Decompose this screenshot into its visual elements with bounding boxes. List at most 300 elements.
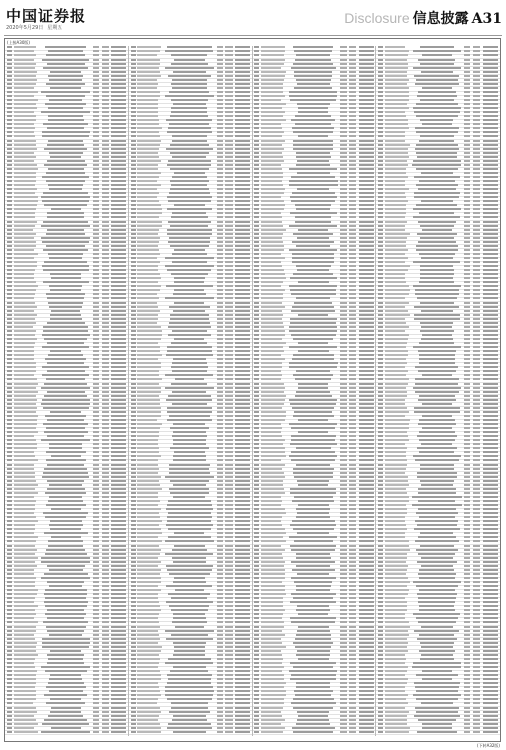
table-cell xyxy=(483,221,498,223)
table-cell xyxy=(349,472,356,474)
table-cell xyxy=(340,237,346,239)
table-cell xyxy=(378,289,383,291)
table-cell xyxy=(217,650,223,652)
table-cell xyxy=(51,310,81,312)
table-cell xyxy=(93,281,99,283)
table-cell xyxy=(171,184,207,186)
table-cell xyxy=(7,524,12,526)
table-cell xyxy=(293,698,334,700)
table-cell xyxy=(48,500,83,502)
table-cell xyxy=(217,87,223,89)
table-cell xyxy=(294,496,333,498)
table-cell xyxy=(385,140,405,142)
table-cell xyxy=(340,613,346,615)
table-cell xyxy=(225,585,232,587)
table-cell xyxy=(349,508,356,510)
table-cell xyxy=(225,306,232,308)
table-cell xyxy=(217,492,223,494)
table-cell xyxy=(47,144,85,146)
table-cell xyxy=(111,662,126,664)
table-cell xyxy=(14,257,34,259)
table-cell xyxy=(102,427,109,429)
table-cell xyxy=(385,508,407,510)
table-cell xyxy=(137,520,161,522)
table-cell xyxy=(261,423,281,425)
table-cell xyxy=(359,334,374,336)
table-cell xyxy=(14,358,34,360)
table-cell xyxy=(340,265,346,267)
table-cell xyxy=(44,601,88,603)
table-cell xyxy=(340,662,346,664)
table-cell xyxy=(359,127,374,129)
table-cell xyxy=(165,690,214,692)
table-cell xyxy=(254,427,259,429)
table-cell xyxy=(261,196,281,198)
table-cell xyxy=(464,715,470,717)
table-cell xyxy=(254,285,259,287)
table-cell xyxy=(7,249,12,251)
table-cell xyxy=(7,540,12,542)
table-cell xyxy=(111,208,126,210)
table-cell xyxy=(414,111,460,113)
table-cell xyxy=(93,99,99,101)
table-cell xyxy=(137,135,159,137)
table-cell xyxy=(340,605,346,607)
table-cell xyxy=(349,95,356,97)
table-cell xyxy=(14,658,35,660)
table-cell xyxy=(137,144,160,146)
table-cell xyxy=(131,573,136,575)
table-cell xyxy=(254,492,259,494)
table-cell xyxy=(261,50,285,52)
table-cell xyxy=(225,528,232,530)
table-cell xyxy=(349,160,356,162)
table-cell xyxy=(378,196,383,198)
table-cell xyxy=(137,378,162,380)
table-cell xyxy=(217,127,223,129)
table-cell xyxy=(93,504,99,506)
table-cell xyxy=(225,698,232,700)
table-cell xyxy=(93,439,99,441)
table-cell xyxy=(483,176,498,178)
table-cell xyxy=(483,549,498,551)
table-cell xyxy=(340,83,346,85)
table-cell xyxy=(416,144,459,146)
table-cell xyxy=(464,212,470,214)
table-cell xyxy=(174,451,206,453)
table-cell xyxy=(464,484,470,486)
table-cell xyxy=(111,605,126,607)
table-cell xyxy=(483,686,498,688)
table-cell xyxy=(235,516,250,518)
table-cell xyxy=(111,378,126,380)
table-cell xyxy=(385,326,409,328)
table-cell xyxy=(172,719,208,721)
table-cell xyxy=(378,407,383,409)
table-cell xyxy=(483,342,498,344)
table-cell xyxy=(289,180,338,182)
table-cell xyxy=(225,727,232,729)
table-cell xyxy=(7,245,12,247)
table-cell xyxy=(14,682,36,684)
table-cell xyxy=(483,443,498,445)
table-cell xyxy=(359,407,374,409)
table-cell xyxy=(421,71,453,73)
table-cell xyxy=(385,354,408,356)
table-cell xyxy=(261,184,283,186)
table-cell xyxy=(464,265,470,267)
table-cell xyxy=(261,524,282,526)
table-cell xyxy=(7,257,12,259)
table-cell xyxy=(217,310,223,312)
table-cell xyxy=(111,630,126,632)
table-cell xyxy=(14,662,34,664)
table-cell xyxy=(111,253,126,255)
table-cell xyxy=(173,654,205,656)
table-cell xyxy=(131,589,136,591)
table-cell xyxy=(483,415,498,417)
table-cell xyxy=(14,342,35,344)
table-cell xyxy=(7,148,12,150)
table-cell xyxy=(340,387,346,389)
table-cell xyxy=(421,626,454,628)
table-cell xyxy=(421,443,452,445)
table-cell xyxy=(292,127,334,129)
table-cell xyxy=(340,346,346,348)
table-cell xyxy=(385,152,408,154)
table-cell xyxy=(14,50,34,52)
table-cell xyxy=(349,119,356,121)
table-cell xyxy=(254,46,259,48)
table-cell xyxy=(340,168,346,170)
table-cell xyxy=(93,67,99,69)
table-cell xyxy=(102,605,109,607)
table-cell xyxy=(93,378,99,380)
table-cell xyxy=(137,727,161,729)
table-cell xyxy=(137,387,161,389)
table-cell xyxy=(173,423,205,425)
table-cell xyxy=(131,468,136,470)
table-cell xyxy=(93,330,99,332)
table-cell xyxy=(131,496,136,498)
table-cell xyxy=(422,87,452,89)
table-cell xyxy=(111,46,126,48)
table-cell xyxy=(378,334,383,336)
table-cell xyxy=(293,144,333,146)
table-cell xyxy=(225,504,232,506)
table-cell xyxy=(225,694,232,696)
table-cell xyxy=(217,447,223,449)
table-cell xyxy=(235,46,250,48)
table-cell xyxy=(359,500,374,502)
table-cell xyxy=(93,512,99,514)
table-cell xyxy=(420,277,453,279)
table-cell xyxy=(378,95,383,97)
table-cell xyxy=(413,346,461,348)
table-cell xyxy=(254,686,259,688)
table-cell xyxy=(261,682,286,684)
table-cell xyxy=(14,621,38,623)
table-cell xyxy=(172,212,206,214)
table-cell xyxy=(291,439,334,441)
table-cell xyxy=(340,459,346,461)
table-cell xyxy=(254,269,259,271)
table-cell xyxy=(102,727,109,729)
table-cell xyxy=(473,549,480,551)
table-cell xyxy=(261,54,284,56)
table-cell xyxy=(131,67,136,69)
table-cell xyxy=(131,520,136,522)
table-cell xyxy=(14,306,38,308)
table-cell xyxy=(414,411,460,413)
table-cell xyxy=(416,549,458,551)
table-cell xyxy=(111,164,126,166)
table-cell xyxy=(378,719,383,721)
table-cell xyxy=(415,707,458,709)
table-cell xyxy=(340,107,346,109)
table-cell xyxy=(473,257,480,259)
table-cell xyxy=(225,690,232,692)
table-cell xyxy=(359,419,374,421)
table-cell xyxy=(42,334,90,336)
table-cell xyxy=(14,115,36,117)
table-cell xyxy=(46,459,86,461)
table-cell xyxy=(415,378,458,380)
table-cell xyxy=(464,225,470,227)
table-cell xyxy=(217,229,223,231)
table-cell xyxy=(378,423,383,425)
table-cell xyxy=(340,144,346,146)
table-cell xyxy=(235,83,250,85)
table-cell xyxy=(349,399,356,401)
table-cell xyxy=(102,573,109,575)
table-cell xyxy=(349,83,356,85)
table-cell xyxy=(483,269,498,271)
table-cell xyxy=(7,561,12,563)
table-cell xyxy=(349,549,356,551)
table-cell xyxy=(340,411,346,413)
table-cell xyxy=(137,540,162,542)
table-cell xyxy=(385,103,407,105)
table-cell xyxy=(225,225,232,227)
table-cell xyxy=(225,156,232,158)
table-cell xyxy=(385,123,408,125)
table-cell xyxy=(102,127,109,129)
table-cell xyxy=(473,516,480,518)
table-cell xyxy=(102,59,109,61)
table-cell xyxy=(102,99,109,101)
table-cell xyxy=(235,289,250,291)
table-cell xyxy=(464,131,470,133)
table-cell xyxy=(131,253,136,255)
table-cell xyxy=(225,411,232,413)
table-cell xyxy=(349,54,356,56)
table-cell xyxy=(261,366,282,368)
table-cell xyxy=(298,383,328,385)
table-cell xyxy=(464,476,470,478)
table-cell xyxy=(261,419,285,421)
table-cell xyxy=(340,241,346,243)
table-cell xyxy=(349,318,356,320)
table-cell xyxy=(217,577,223,579)
table-cell xyxy=(7,609,12,611)
table-cell xyxy=(131,423,136,425)
table-cell xyxy=(225,561,232,563)
table-cell xyxy=(378,378,383,380)
table-cell xyxy=(137,670,159,672)
table-cell xyxy=(167,682,211,684)
table-cell xyxy=(261,374,282,376)
table-cell xyxy=(235,423,250,425)
table-cell xyxy=(111,496,126,498)
table-cell xyxy=(359,370,374,372)
table-cell xyxy=(131,719,136,721)
table-cell xyxy=(7,253,12,255)
table-cell xyxy=(254,54,259,56)
table-cell xyxy=(48,168,84,170)
table-cell xyxy=(168,500,211,502)
table-cell xyxy=(14,626,36,628)
table-cell xyxy=(413,613,460,615)
table-cell xyxy=(419,569,454,571)
table-cell xyxy=(14,79,37,81)
table-cell xyxy=(137,532,162,534)
table-cell xyxy=(349,423,356,425)
table-cell xyxy=(473,314,480,316)
table-cell xyxy=(102,249,109,251)
table-cell xyxy=(473,71,480,73)
table-cell xyxy=(47,160,85,162)
table-cell xyxy=(290,289,336,291)
table-cell xyxy=(167,131,211,133)
table-cell xyxy=(111,488,126,490)
table-cell xyxy=(385,306,405,308)
table-cell xyxy=(131,630,136,632)
table-cell xyxy=(7,127,12,129)
table-cell xyxy=(217,435,223,437)
table-cell xyxy=(137,200,159,202)
table-cell xyxy=(111,362,126,364)
table-cell xyxy=(297,160,330,162)
table-cell xyxy=(131,464,136,466)
table-cell xyxy=(43,221,87,223)
table-cell xyxy=(295,216,332,218)
table-cell xyxy=(131,476,136,478)
table-cell xyxy=(93,302,99,304)
table-cell xyxy=(235,690,250,692)
table-cell xyxy=(483,261,498,263)
table-cell xyxy=(93,346,99,348)
table-cell xyxy=(171,83,207,85)
table-cell xyxy=(217,338,223,340)
table-cell xyxy=(359,326,374,328)
table-cell xyxy=(14,670,38,672)
table-cell xyxy=(261,520,281,522)
table-cell xyxy=(483,225,498,227)
table-cell xyxy=(131,431,136,433)
table-cell xyxy=(385,95,409,97)
table-cell xyxy=(349,464,356,466)
table-cell xyxy=(483,553,498,555)
table-cell xyxy=(473,103,480,105)
table-cell xyxy=(171,383,207,385)
table-cell xyxy=(254,261,259,263)
table-cell xyxy=(235,508,250,510)
table-cell xyxy=(378,605,383,607)
table-cell xyxy=(131,83,136,85)
table-cell xyxy=(349,79,356,81)
table-cell xyxy=(297,512,330,514)
table-cell xyxy=(7,496,12,498)
table-cell xyxy=(483,642,498,644)
table-cell xyxy=(172,370,207,372)
table-cell xyxy=(131,561,136,563)
table-cell xyxy=(41,225,90,227)
table-cell xyxy=(297,269,329,271)
table-cell xyxy=(473,249,480,251)
table-cell xyxy=(261,626,284,628)
table-cell xyxy=(102,265,109,267)
table-cell xyxy=(165,686,213,688)
table-cell xyxy=(131,662,136,664)
table-cell xyxy=(422,334,452,336)
table-cell xyxy=(385,249,408,251)
table-cell xyxy=(290,443,337,445)
table-cell xyxy=(254,334,259,336)
table-cell xyxy=(464,233,470,235)
table-cell xyxy=(378,642,383,644)
table-cell xyxy=(7,399,12,401)
table-cell xyxy=(14,459,39,461)
table-cell xyxy=(340,492,346,494)
table-cell xyxy=(217,557,223,559)
table-cell xyxy=(217,553,223,555)
table-cell xyxy=(261,269,284,271)
table-cell xyxy=(464,79,470,81)
table-cell xyxy=(137,516,160,518)
table-cell xyxy=(464,451,470,453)
table-cell xyxy=(464,115,470,117)
table-cell xyxy=(254,423,259,425)
table-cell xyxy=(378,459,383,461)
table-cell xyxy=(254,322,259,324)
table-cell xyxy=(378,306,383,308)
table-cell xyxy=(225,540,232,542)
table-cell xyxy=(172,621,207,623)
table-cell xyxy=(47,391,85,393)
table-cell xyxy=(340,350,346,352)
table-cell xyxy=(340,257,346,259)
table-cell xyxy=(174,338,204,340)
table-cell xyxy=(137,152,157,154)
table-cell xyxy=(261,334,285,336)
table-cell xyxy=(42,476,90,478)
table-cell xyxy=(349,269,356,271)
table-cell xyxy=(419,354,455,356)
table-cell xyxy=(174,650,205,652)
table-cell xyxy=(111,698,126,700)
table-cell xyxy=(111,160,126,162)
table-cell xyxy=(172,549,207,551)
table-cell xyxy=(483,350,498,352)
table-cell xyxy=(483,662,498,664)
table-cell xyxy=(169,91,209,93)
table-cell xyxy=(102,666,109,668)
table-cell xyxy=(217,107,223,109)
table-cell xyxy=(7,642,12,644)
table-cell xyxy=(349,204,356,206)
table-cell xyxy=(93,662,99,664)
